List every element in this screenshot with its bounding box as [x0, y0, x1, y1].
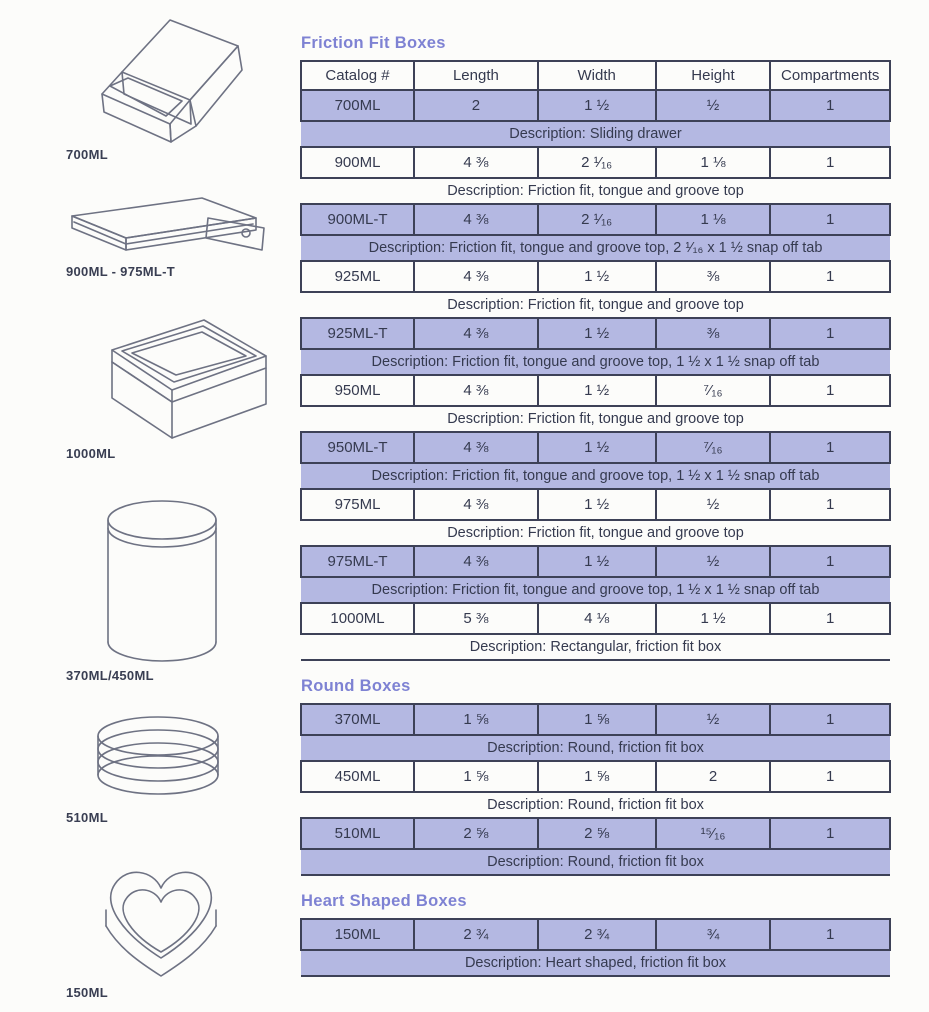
- width-cell: 1 ½: [538, 489, 656, 520]
- catalog-cell: 450ML: [301, 761, 414, 792]
- spec-row: [301, 546, 890, 577]
- spec-table: [300, 918, 891, 977]
- description-cell: Description: Rectangular, friction fit box: [301, 634, 890, 660]
- width-cell: 2 ¹⁄₁₆: [538, 204, 656, 235]
- length-cell: 2 ¾: [414, 919, 538, 950]
- height-cell: ⅜: [656, 318, 771, 349]
- length-cell: 4 ⅜: [414, 261, 538, 292]
- description-row: [301, 292, 890, 318]
- height-cell: ¾: [656, 919, 771, 950]
- height-cell: ⁷⁄₁₆: [656, 375, 771, 406]
- description-row: [301, 349, 890, 375]
- description-cell: Description: Round, friction fit box: [301, 792, 890, 818]
- width-cell: 1 ½: [538, 90, 656, 121]
- height-cell: 1 ½: [656, 603, 771, 634]
- length-cell: 4 ⅜: [414, 204, 538, 235]
- compartments-cell: 1: [770, 546, 890, 577]
- catalog-cell: 950ML-T: [301, 432, 414, 463]
- spec-row: [301, 919, 890, 950]
- spec-row: [301, 704, 890, 735]
- compartments-cell: 1: [770, 919, 890, 950]
- flat-sliding-box-icon: [60, 192, 275, 262]
- width-cell: 2 ¾: [538, 919, 656, 950]
- length-cell: 1 ⅝: [414, 761, 538, 792]
- description-cell: Description: Heart shaped, friction fit box: [301, 950, 890, 976]
- catalog-cell: 975ML: [301, 489, 414, 520]
- section-title: Heart Shaped Boxes: [301, 892, 467, 910]
- description-cell: Description: Round, friction fit box: [301, 735, 890, 761]
- spec-table: [300, 60, 891, 661]
- figure-label-510ml: 510ML: [66, 810, 108, 825]
- catalog-cell: 370ML: [301, 704, 414, 735]
- width-cell: 1 ⅝: [538, 761, 656, 792]
- column-header: Height: [656, 61, 771, 90]
- description-row: [301, 792, 890, 818]
- catalog-cell: 700ML: [301, 90, 414, 121]
- description-row: [301, 849, 890, 875]
- column-header: Catalog #: [301, 61, 414, 90]
- sliding-drawer-box-icon: [78, 14, 268, 144]
- width-cell: 2 ⅝: [538, 818, 656, 849]
- compartments-cell: 1: [770, 761, 890, 792]
- description-row: [301, 577, 890, 603]
- height-cell: 2: [656, 761, 771, 792]
- height-cell: ½: [656, 90, 771, 121]
- spec-row: [301, 318, 890, 349]
- header-row: [301, 61, 890, 90]
- description-cell: Description: Friction fit, tongue and groove top, 1 ½ x 1 ½ snap off tab: [301, 463, 890, 489]
- width-cell: 1 ⅝: [538, 704, 656, 735]
- height-cell: 1 ⅛: [656, 147, 771, 178]
- description-row: [301, 235, 890, 261]
- description-cell: Description: Friction fit, tongue and groove top: [301, 406, 890, 432]
- description-cell: Description: Friction fit, tongue and groove top: [301, 520, 890, 546]
- catalog-cell: 975ML-T: [301, 546, 414, 577]
- illustration-150ml: [0, 858, 300, 1000]
- illustration-column: [0, 0, 300, 1012]
- length-cell: 1 ⅝: [414, 704, 538, 735]
- compartments-cell: 1: [770, 90, 890, 121]
- height-cell: ½: [656, 546, 771, 577]
- heart-box-icon: [85, 858, 237, 982]
- illustration-510ml: [0, 712, 300, 825]
- description-cell: Description: Friction fit, tongue and groove top, 2 ¹⁄₁₆ x 1 ½ snap off tab: [301, 235, 890, 261]
- compartments-cell: 1: [770, 603, 890, 634]
- spec-row: [301, 204, 890, 235]
- length-cell: 4 ⅜: [414, 489, 538, 520]
- section-title: Round Boxes: [301, 677, 411, 695]
- compartments-cell: 1: [770, 318, 890, 349]
- description-row: [301, 950, 890, 976]
- column-header: Width: [538, 61, 656, 90]
- compartments-cell: 1: [770, 261, 890, 292]
- spec-row: [301, 90, 890, 121]
- description-row: [301, 634, 890, 660]
- illustration-900ml-975ml-t: [0, 192, 300, 279]
- illustration-370ml-450ml: [0, 496, 300, 683]
- catalog-cell: 900ML: [301, 147, 414, 178]
- column-header: Length: [414, 61, 538, 90]
- description-cell: Description: Sliding drawer: [301, 121, 890, 147]
- description-row: [301, 463, 890, 489]
- figure-label-700ml: 700ML: [66, 147, 108, 162]
- description-row: [301, 735, 890, 761]
- description-cell: Description: Friction fit, tongue and groove top, 1 ½ x 1 ½ snap off tab: [301, 577, 890, 603]
- width-cell: 1 ½: [538, 261, 656, 292]
- length-cell: 4 ⅜: [414, 546, 538, 577]
- compartments-cell: 1: [770, 489, 890, 520]
- spec-table: [300, 703, 891, 876]
- length-cell: 4 ⅜: [414, 147, 538, 178]
- catalog-cell: 150ML: [301, 919, 414, 950]
- spec-row: [301, 147, 890, 178]
- shallow-round-box-icon: [88, 712, 228, 808]
- width-cell: 2 ¹⁄₁₆: [538, 147, 656, 178]
- spec-tables: [300, 34, 891, 977]
- description-cell: Description: Friction fit, tongue and groove top: [301, 178, 890, 204]
- figure-label-900ml-975ml-t: 900ML - 975ML-T: [66, 264, 176, 279]
- catalog-cell: 950ML: [301, 375, 414, 406]
- width-cell: 1 ½: [538, 318, 656, 349]
- spec-row: [301, 432, 890, 463]
- height-cell: ⁷⁄₁₆: [656, 432, 771, 463]
- description-row: [301, 121, 890, 147]
- compartments-cell: 1: [770, 147, 890, 178]
- height-cell: ⅜: [656, 261, 771, 292]
- height-cell: ¹⁵⁄₁₆: [656, 818, 771, 849]
- description-cell: Description: Round, friction fit box: [301, 849, 890, 875]
- description-row: [301, 406, 890, 432]
- rectangular-tray-box-icon: [62, 312, 272, 444]
- spec-row: [301, 261, 890, 292]
- compartments-cell: 1: [770, 704, 890, 735]
- spec-row: [301, 761, 890, 792]
- illustration-700ml: [0, 14, 300, 162]
- figure-label-150ml: 150ML: [66, 985, 108, 1000]
- column-header: Compartments: [770, 61, 890, 90]
- spec-row: [301, 375, 890, 406]
- figure-label-1000ml: 1000ML: [66, 446, 116, 461]
- compartments-cell: 1: [770, 204, 890, 235]
- height-cell: ½: [656, 704, 771, 735]
- spec-row: [301, 818, 890, 849]
- height-cell: ½: [656, 489, 771, 520]
- description-row: [301, 520, 890, 546]
- length-cell: 2 ⅝: [414, 818, 538, 849]
- length-cell: 4 ⅜: [414, 432, 538, 463]
- catalog-cell: 925ML: [301, 261, 414, 292]
- length-cell: 5 ⅜: [414, 603, 538, 634]
- width-cell: 1 ½: [538, 432, 656, 463]
- catalog-cell: 900ML-T: [301, 204, 414, 235]
- compartments-cell: 1: [770, 375, 890, 406]
- spec-row: [301, 603, 890, 634]
- length-cell: 4 ⅜: [414, 375, 538, 406]
- length-cell: 2: [414, 90, 538, 121]
- cylinder-box-icon: [100, 496, 224, 664]
- width-cell: 4 ⅛: [538, 603, 656, 634]
- figure-label-370ml-450ml: 370ML/450ML: [66, 668, 154, 683]
- illustration-1000ml: [0, 312, 300, 461]
- catalog-cell: 510ML: [301, 818, 414, 849]
- length-cell: 4 ⅜: [414, 318, 538, 349]
- width-cell: 1 ½: [538, 375, 656, 406]
- description-cell: Description: Friction fit, tongue and groove top: [301, 292, 890, 318]
- description-row: [301, 178, 890, 204]
- compartments-cell: 1: [770, 818, 890, 849]
- width-cell: 1 ½: [538, 546, 656, 577]
- catalog-cell: 1000ML: [301, 603, 414, 634]
- height-cell: 1 ⅛: [656, 204, 771, 235]
- compartments-cell: 1: [770, 432, 890, 463]
- section-title: Friction Fit Boxes: [301, 34, 446, 52]
- catalog-cell: 925ML-T: [301, 318, 414, 349]
- description-cell: Description: Friction fit, tongue and groove top, 1 ½ x 1 ½ snap off tab: [301, 349, 890, 375]
- spec-row: [301, 489, 890, 520]
